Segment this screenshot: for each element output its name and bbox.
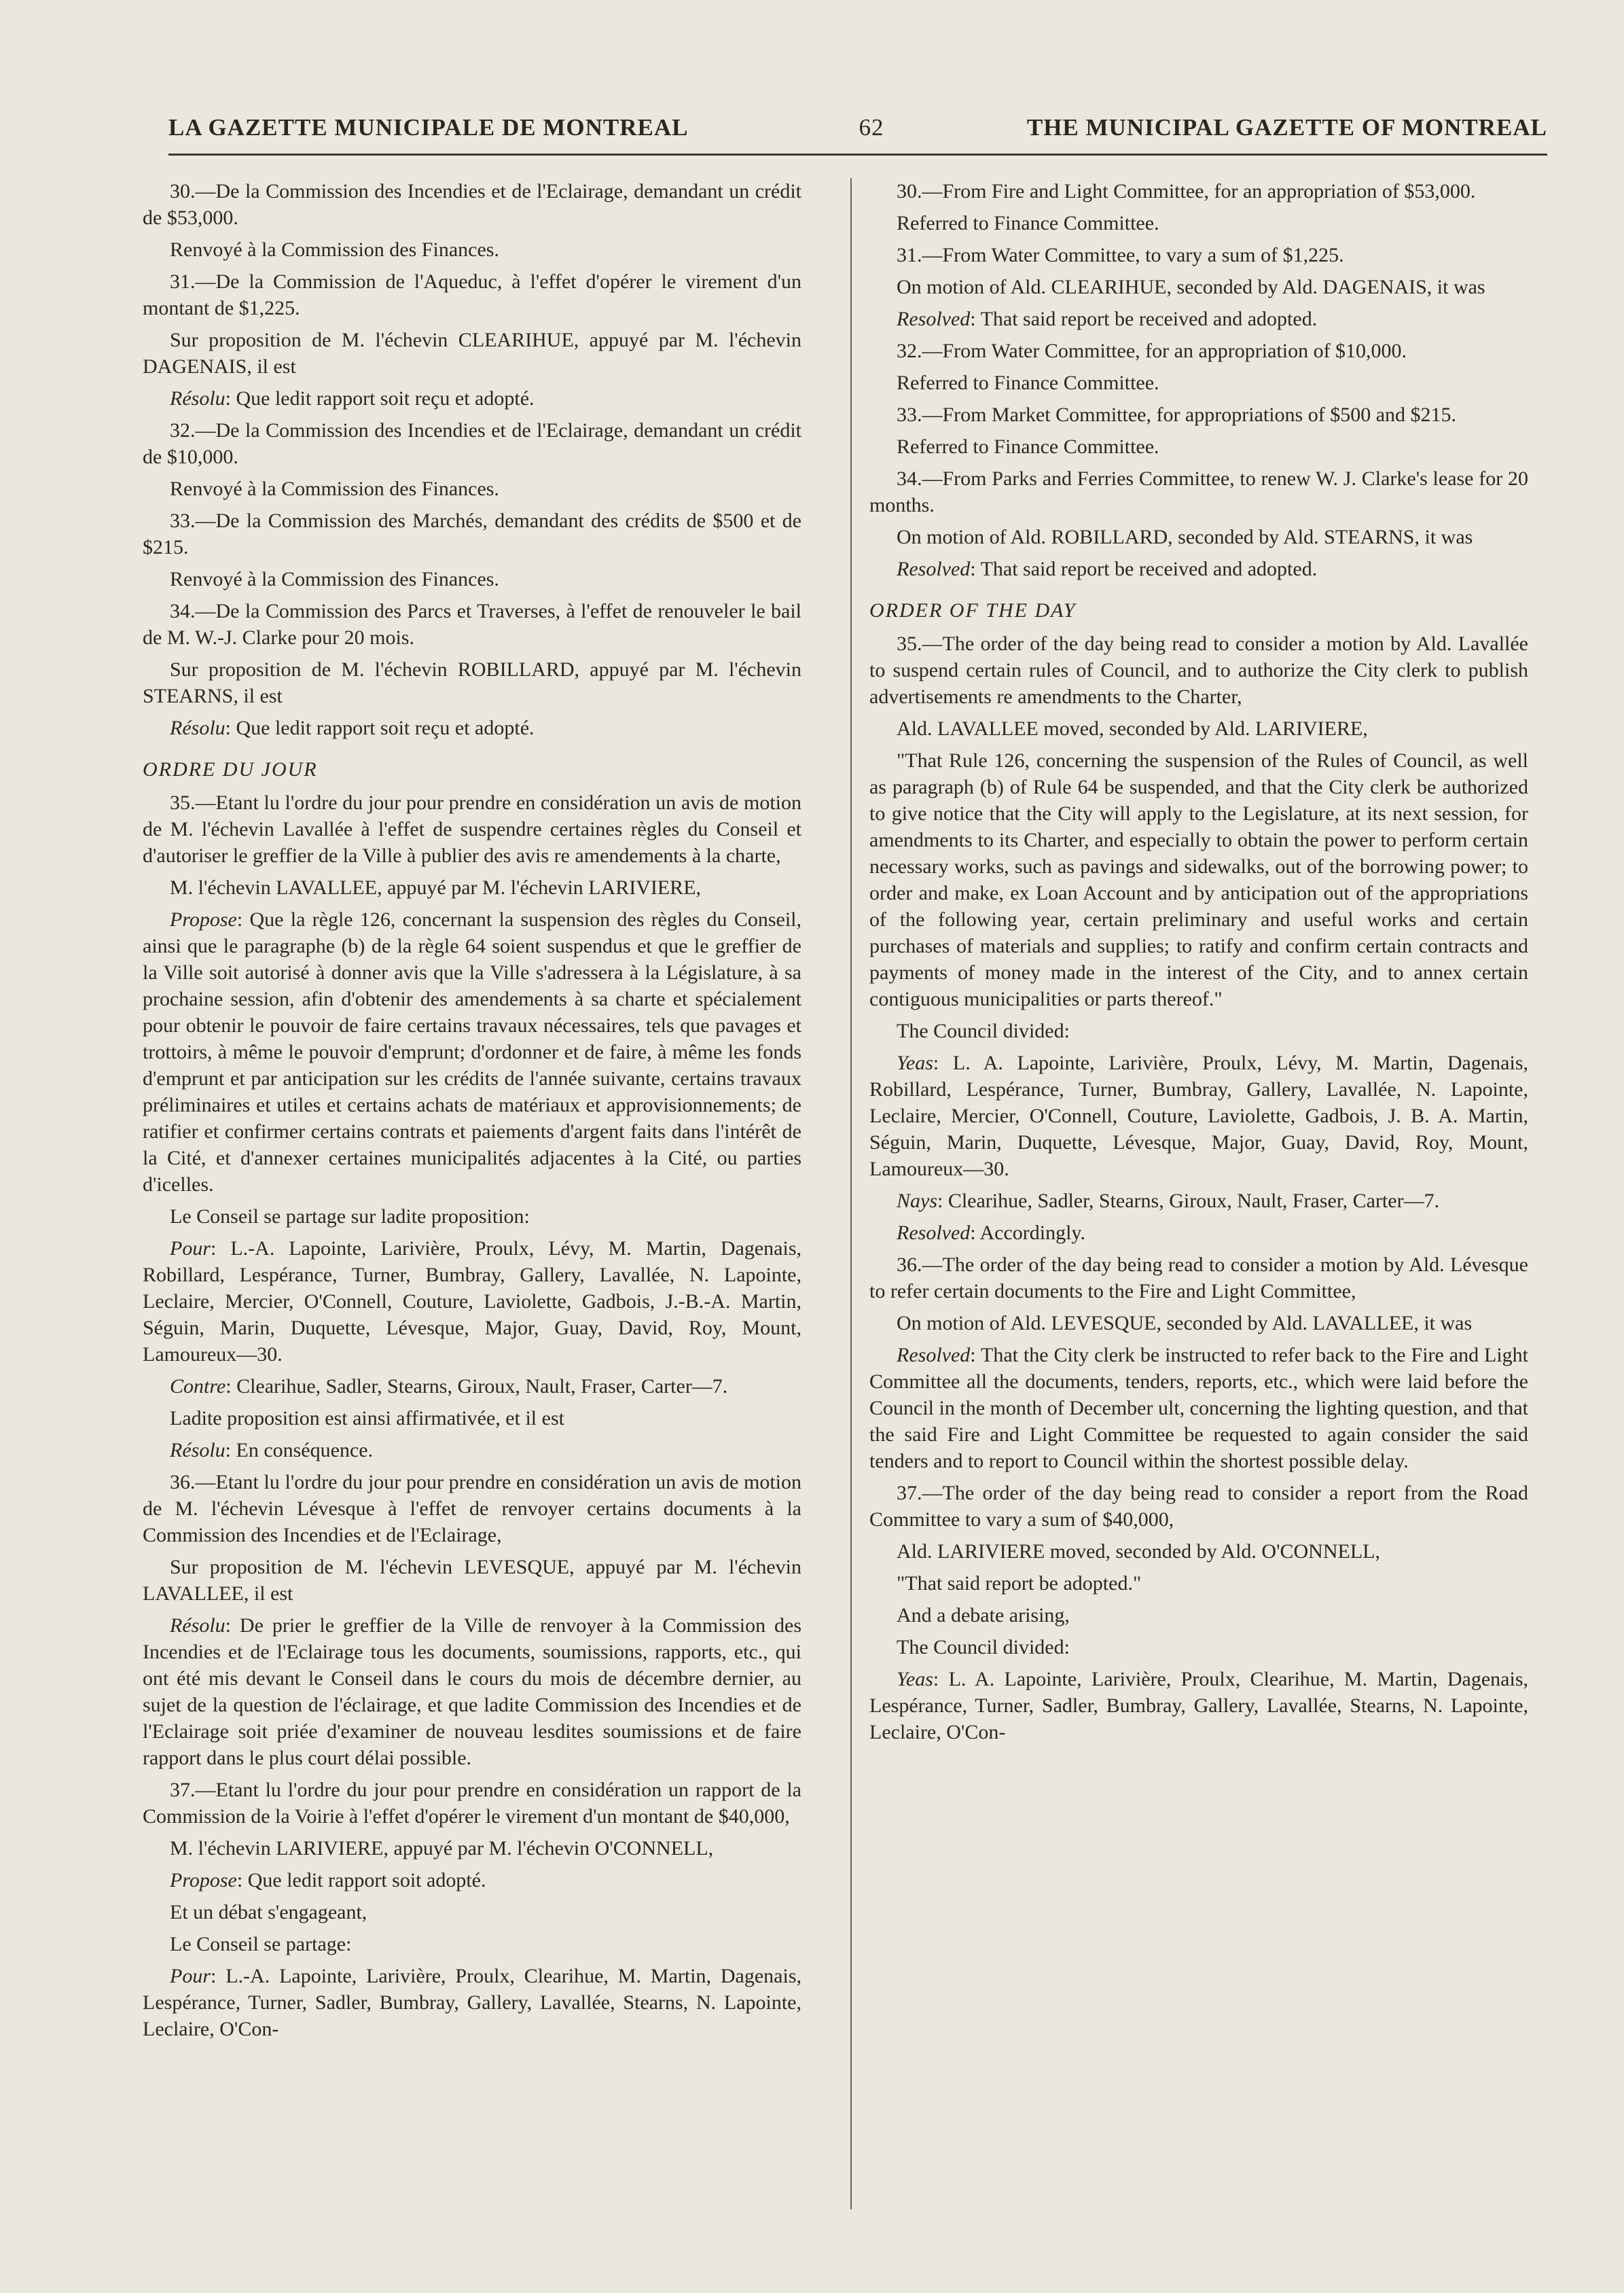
item-35-proposal-fr [143,906,801,1198]
item-34-en: 34.—From Parks and Ferries Committee, to renew W. J. Clarke's lease for 20 months. [869,467,1528,516]
item-34-resolution-en [869,556,1528,582]
item-37-debate-fr: Et un débat s'engageant, [170,1901,367,1923]
item-37-quote-en: "That said report be adopted." [897,1572,1142,1595]
resolution-label: Résolu [170,717,225,739]
page-header [168,109,1547,149]
nays-label: Nays [897,1190,937,1212]
item-30-referral-en: Referred to Finance Committee. [897,212,1159,234]
item-35-resolution-en [869,1220,1528,1246]
yeas-label: Yeas [897,1668,933,1690]
item-36-resolution-fr [143,1612,801,1771]
resolution-label: Résolu [170,1614,225,1637]
item-33-referral-en: Referred to Finance Committee. [897,436,1159,458]
item-37-yeas-en [869,1666,1528,1745]
resolution-label: Resolved [897,1222,971,1244]
item-31-motion-fr: Sur proposition de M. l'échevin CLEARIHUE, appuyé par M. l'échevin DAGENAIS, il est [143,329,801,378]
resolution-text: : En conséquence. [225,1439,374,1461]
item-31-resolution-en [869,306,1528,332]
resolution-text: : De prier le greffier de la Ville de renvoyer à la Commission des Incendies et de l'Eclairage tous les documents, soumissions, rapports, etc., qui ont été mis devant le Conseil dans le cours du mois de décembre dernier, au sujet de la question de l'éclairage, et que ladite Commission des Incendies et de l'Eclairage soit priée d'examiner de nouveau lesdites soumissions et de faire rapport dans le plus court délai possible. [143,1614,801,1769]
item-35-motion-fr: M. l'échevin LAVALLEE, appuyé par M. l'échevin LARIVIERE, [170,876,702,899]
yeas-label: Yeas [897,1052,933,1074]
pour-label: Pour [170,1965,211,1987]
proposal-text: : Que ledit rapport soit adopté. [236,1869,486,1891]
item-35-motion-en: Ald. LAVALLEE moved, seconded by Ald. LARIVIERE, [897,717,1368,740]
item-37-en: 37.—The order of the day being read to consider a report from the Road Committee to vary a sum of $40,000, [869,1482,1528,1531]
item-37-proposal-fr [143,1867,801,1894]
resolution-text: : Accordingly. [970,1222,1085,1244]
yeas-text: : L. A. Lapointe, Larivière, Proulx, Clearihue, M. Martin, Dagenais, Lespérance, Turner, Sadler, Bumbray, Gallery, Lavallée, Stearns, N. Lapointe, Leclaire, O'Con- [869,1668,1528,1743]
proposal-label: Propose [170,1869,237,1891]
item-35-pour-fr [143,1235,801,1368]
item-35-fr: 35.—Etant lu l'ordre du jour pour prendre en considération un avis de motion de M. l'échevin Lavallée à l'effet de suspendre certaines règles du Conseil et d'autoriser le greffier de la Ville à publier des avis re amendements à la charte, [143,792,801,867]
item-36-motion-fr: Sur proposition de M. l'échevin LEVESQUE, appuyé par M. l'échevin LAVALLEE, il est [143,1556,801,1605]
item-36-en: 36.—The order of the day being read to consider a motion by Ald. Lévesque to refer certain documents to the Fire and Light Committee, [869,1254,1528,1302]
item-37-fr: 37.—Etant lu l'ordre du jour pour prendre en considération un rapport de la Commission de la Voirie à l'effet d'opérer le virement d'un montant de $40,000, [143,1779,801,1828]
english-column [869,178,1528,1751]
item-34-motion-fr: Sur proposition de M. l'échevin ROBILLARD, appuyé par M. l'échevin STEARNS, il est [143,658,801,707]
item-35-nays-en [869,1188,1528,1214]
item-37-divide-en: The Council divided: [897,1636,1070,1658]
item-35-affirm-fr: Ladite proposition est ainsi affirmativée, et il est [170,1407,564,1429]
item-31-resolution-fr [143,385,801,412]
item-37-pour-fr [143,1963,801,2042]
item-33-referral-fr: Renvoyé à la Commission des Finances. [170,568,499,590]
resolution-text: : Que ledit rapport soit reçu et adopté. [225,717,535,739]
item-36-resolution-en [869,1342,1528,1474]
pour-text: : L.-A. Lapointe, Larivière, Proulx, Lévy, M. Martin, Dagenais, Robillard, Lespérance, Turner, Bumbray, Gallery, Lavallée, N. Lapointe, Leclaire, Mercier, O'Connell, Couture, Laviolette, Gadbois, J.-B.-A. Martin, Séguin, Marin, Duquette, Lévesque, Major, Guay, David, Roy, Mount, Lamoureux—30. [143,1237,801,1366]
pour-label: Pour [170,1237,211,1260]
item-32-en: 32.—From Water Committee, for an appropriation of $10,000. [897,340,1407,362]
section-heading-fr: ORDRE DU JOUR [143,758,318,781]
item-30-referral-fr: Renvoyé à la Commission des Finances. [170,238,499,261]
item-35-resolution-fr [143,1437,801,1463]
proposal-text: : Que la règle 126, concernant la suspension des règles du Conseil, ainsi que le paragraphe (b) de la règle 64 soient suspendus et que le greffier de la Ville soit autorisé à donner avis que la Ville s'adressera à la Législature, à sa prochaine session, afin d'obtenir des amendements à sa charte et spécialement pour obtenir le pouvoir de faire certains travaux nécessaires, tels que pavages et trottoirs, à même le pouvoir d'emprunt; d'ordonner et de faire, à même les fonds d'emprunt et par anticipation sur les crédits de l'année suivante, certains travaux préliminaires et utiles et certains achats de matériaux et approvisionnements; de ratifier et confirmer certains contrats et paiements d'argent faits dans l'intérêt de la Cité, et d'annexer certaines municipalités adjacentes à la Cité, ou parties d'icelles. [143,908,801,1196]
item-30-fr: 30.—De la Commission des Incendies et de l'Eclairage, demandant un crédit de $53,000. [143,180,801,229]
resolution-text: : Que ledit rapport soit reçu et adopté. [225,387,535,410]
item-37-motion-en: Ald. LARIVIERE moved, seconded by Ald. O'CONNELL, [897,1540,1380,1563]
resolution-label: Resolved [897,1344,971,1366]
contre-text: : Clearihue, Sadler, Stearns, Giroux, Nault, Fraser, Carter—7. [225,1375,728,1398]
item-32-fr: 32.—De la Commission des Incendies et de l'Eclairage, demandant un crédit de $10,000. [143,419,801,468]
header-french-title: LA GAZETTE MUNICIPALE DE MONTREAL [168,114,689,141]
item-37-divide-fr: Le Conseil se partage: [170,1933,352,1955]
item-36-motion-en: On motion of Ald. LEVESQUE, seconded by Ald. LAVALLEE, it was [897,1312,1473,1334]
item-30-en: 30.—From Fire and Light Committee, for an appropriation of $53,000. [897,180,1476,202]
item-33-en: 33.—From Market Committee, for appropriations of $500 and $215. [897,404,1457,426]
item-37-motion-fr: M. l'échevin LARIVIERE, appuyé par M. l'échevin O'CONNELL, [170,1837,714,1860]
yeas-text: : L. A. Lapointe, Larivière, Proulx, Lévy, M. Martin, Dagenais, Robillard, Lespérance, Turner, Bumbray, Gallery, Lavallée, N. Lapointe, Leclaire, Mercier, O'Connell, Couture, Laviolette, Gadbois, J. B. A. Martin, Séguin, Marin, Duquette, Lévesque, Major, Guay, David, Roy, Mount, Lamoureux—30. [869,1052,1528,1180]
item-34-resolution-fr [143,715,801,741]
header-rule [168,154,1547,156]
resolution-label: Résolu [170,1439,225,1461]
section-heading-en: ORDER OF THE DAY [869,599,1077,622]
item-35-yeas-en [869,1050,1528,1182]
item-35-quote-en: "That Rule 126, concerning the suspension of the Rules of Council, as well as paragraph (b) of Rule 64 be suspended, and that the City clerk be authorized to give notice that the City will apply to the Legislature, at its next session, for amendments to its Charter, and especially to obtain the power to perform certain necessary works, such as pavings and sidewalks, out of the borrowing power; to order and make, ex Loan Account and by anticipation out of the appropriations of the following year, certain preliminary and useful works and certain purchases of materials and supplies; to ratify and confirm certain contracts and payments of money made in the interest of the City, and to annex certain contiguous municipalities or parts thereof." [869,749,1528,1010]
pour-text: : L.-A. Lapointe, Larivière, Proulx, Clearihue, M. Martin, Dagenais, Lespérance, Turner, Sadler, Bumbray, Gallery, Lavallée, Stearns, N. Lapointe, Leclaire, O'Con- [143,1965,801,2040]
proposal-label: Propose [170,908,237,931]
item-36-fr: 36.—Etant lu l'ordre du jour pour prendre en considération un avis de motion de M. l'échevin Lévesque à l'effet de renvoyer certains documents à la Commission des Incendies et de l'Eclairage, [143,1471,801,1546]
item-32-referral-fr: Renvoyé à la Commission des Finances. [170,478,499,500]
item-35-en: 35.—The order of the day being read to consider a motion by Ald. Lavallée to suspend certain rules of Council, and to authorize the City clerk to publish advertisements re amendments to the Charter, [869,633,1528,708]
resolution-text: : That said report be received and adopted. [970,308,1318,330]
contre-label: Contre [170,1375,226,1398]
item-34-fr: 34.—De la Commission des Parcs et Traverses, à l'effet de renouveler le bail de M. W.-J. Clarke pour 20 mois. [143,600,801,649]
item-35-divide-en: The Council divided: [897,1020,1070,1042]
nays-text: : Clearihue, Sadler, Stearns, Giroux, Nault, Fraser, Carter—7. [937,1190,1440,1212]
column-divider [850,178,852,2209]
resolution-label: Resolved [897,308,971,330]
item-31-fr: 31.—De la Commission de l'Aqueduc, à l'effet d'opérer le virement d'un montant de $1,225. [143,270,801,319]
item-37-debate-en: And a debate arising, [897,1604,1070,1627]
item-31-motion-en: On motion of Ald. CLEARIHUE, seconded by Ald. DAGENAIS, it was [897,276,1485,298]
item-35-contre-fr [143,1373,801,1400]
page-number: 62 [859,114,884,141]
header-english-title: THE MUNICIPAL GAZETTE OF MONTREAL [1026,114,1547,141]
resolution-text: : That the City clerk be instructed to refer back to the Fire and Light Committee all the documents, tenders, reports, etc., which were laid before the Council in the month of December ult, concerning the lighting question, and that the said Fire and Light Committee be requested to again consider the said tenders and to report to Council within the shortest possible delay. [869,1344,1528,1472]
item-35-divide-fr: Le Conseil se partage sur ladite proposition: [170,1205,530,1228]
resolution-label: Resolved [897,558,971,580]
resolution-label: Résolu [170,387,225,410]
item-31-en: 31.—From Water Committee, to vary a sum of $1,225. [897,244,1344,266]
resolution-text: : That said report be received and adopted. [970,558,1318,580]
french-column [143,178,801,2048]
item-33-fr: 33.—De la Commission des Marchés, demandant des crédits de $500 et de $215. [143,510,801,558]
item-34-motion-en: On motion of Ald. ROBILLARD, seconded by Ald. STEARNS, it was [897,526,1473,548]
item-32-referral-en: Referred to Finance Committee. [897,372,1159,394]
